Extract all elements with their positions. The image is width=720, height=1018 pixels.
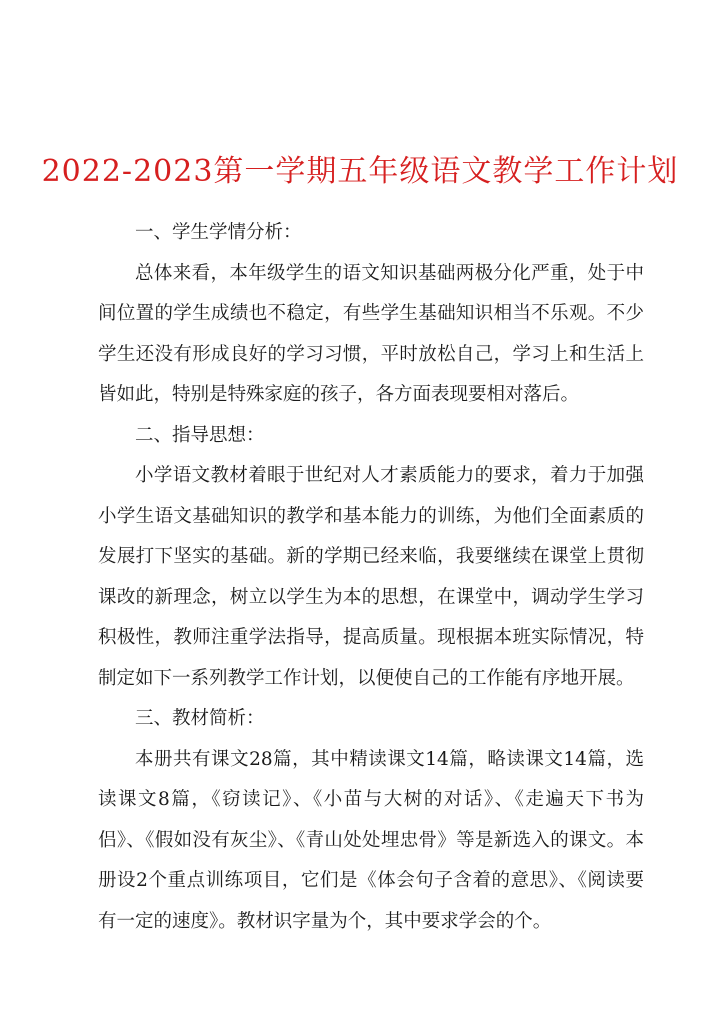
section-heading: 三、教材简析：: [135, 708, 265, 729]
section-student-analysis: [98, 213, 644, 416]
paragraph: 总体来看，本年级学生的语文知识基础两极分化严重，处于中间位置的学生成绩也不稳定，有些学生基础知识相当不乐观。不少学生还没有形成良好的学习习惯，平时放松自己，学习上和生活上皆如此，特别是特殊家庭的孩子，各方面表现要相对落后。: [98, 262, 644, 405]
paragraph: 本册共有课文28篇，其中精读课文14篇，略读课文14篇，选读课文8篇，《窃读记》、《小苗与大树的对话》、《走遍天下书为侣》、《假如没有灰尘》、《青山处处埋忠骨》等是新选入的课文。本册设2个重点训练项目，它们是《体会句子含着的意思》、《阅读要有一定的速度》。教材识字量为个，其中要求学会的个。: [98, 748, 644, 932]
section-textbook-analysis: [98, 699, 644, 942]
section-guiding-ideology: [98, 416, 644, 700]
section-heading: 二、指导思想：: [135, 424, 265, 446]
section-heading: 一、学生学情分析：: [135, 222, 302, 243]
paragraph: 小学语文教材着眼于世纪对人才素质能力的要求，着力于加强小学生语文基础知识的教学和基本能力的训练，为他们全面素质的发展打下坚实的基础。新的学期已经来临，我要继续在课堂上贯彻课改的新理念，树立以学生为本的思想，在课堂中，调动学生学习积极性，教师注重学法指导，提高质量。现根据本班实际情况，特制定如下一系列教学工作计划，以便使自己的工作能有序地开展。: [98, 465, 644, 689]
document-title: 2022-2023第一学期五年级语文教学工作计划: [41, 154, 679, 189]
document-body: [98, 213, 644, 942]
